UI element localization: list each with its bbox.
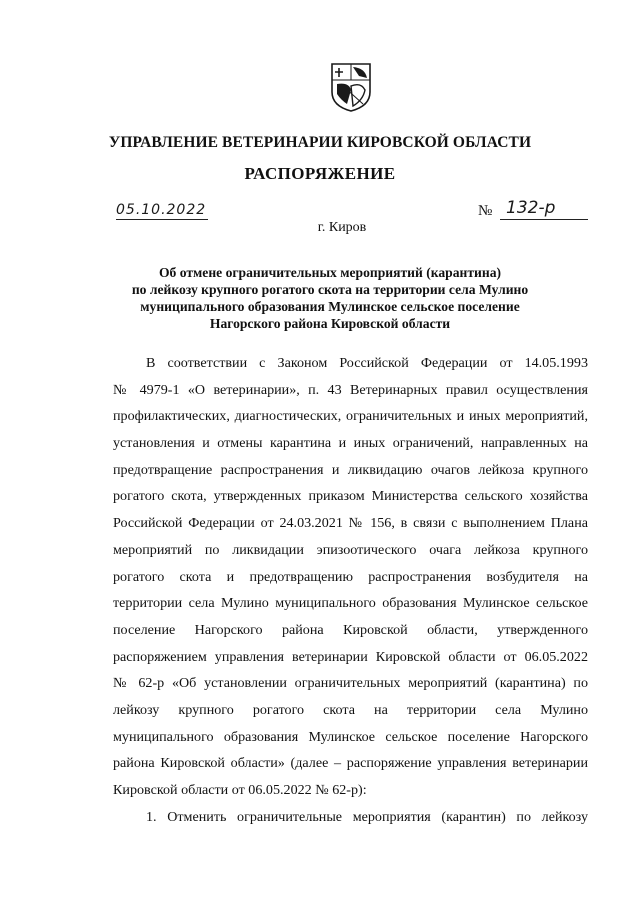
body-line: Кировской области от 06.05.2022 № 62-р): (113, 782, 367, 798)
body-line: В соответствии с Законом Российской Федерации от 14.05.1993 (146, 355, 588, 371)
body-line: предотвращение распространения и ликвидацию очагов лейкоза крупного (113, 461, 588, 478)
title-line: по лейкозу крупного рогатого скота на территории села Мулино (131, 282, 529, 297)
title-line: Об отмене ограничительных мероприятий (карантина) (158, 265, 502, 280)
document-date: 05.10.2022 (116, 202, 207, 218)
document-type: РАСПОРЯЖЕНИЕ (244, 164, 396, 183)
body-line: рогатого скота и предотвращению распространения возбудителя на (113, 568, 588, 585)
document-title (120, 264, 540, 332)
body-line: района Кировской области» (далее – распоряжение управления ветеринарии (113, 755, 588, 772)
title-line: муниципального образования Мулинское сельское поселение (140, 299, 520, 314)
body-line: № 4979-1 «О ветеринарии», п. 43 Ветеринарных правил осуществления (113, 381, 588, 398)
body-line: поселение Нагорского района Кировской области, утвержденного (113, 621, 588, 638)
document-number: 132-р (500, 198, 588, 220)
kirov-coat-of-arms-icon (329, 60, 373, 114)
body-line: лейкозу крупного рогатого скота на территории села Мулино (113, 701, 588, 718)
body-line: профилактических, диагностических, ограничительных и иных мероприятий, (113, 408, 588, 425)
body-line: рогатого скота, утвержденных приказом Министерства сельского хозяйства (113, 488, 588, 505)
body-line: мероприятий по ликвидации эпизоотического очага лейкоза крупного (113, 541, 588, 558)
body-line: муниципального образования Мулинское сельское поселение Нагорского (113, 728, 588, 745)
body-line: № 62-р «Об установлении ограничительных мероприятий (карантина) по (113, 675, 588, 692)
organization-name: УПРАВЛЕНИЕ ВЕТЕРИНАРИИ КИРОВСКОЙ ОБЛАСТИ (108, 134, 532, 151)
document-city: г. Киров (317, 220, 367, 235)
body-line: установления и отмены карантина и иных ограничений, направленных на (113, 435, 588, 452)
body-line: распоряжением управления ветеринарии Кировской области от 06.05.2022 (113, 648, 588, 665)
body-line: территории села Мулино муниципального образования Мулинское сельское (113, 595, 588, 612)
body-line: Российской Федерации от 24.03.2021 № 156, в связи с выполнением Плана (113, 515, 588, 532)
body-line: 1. Отменить ограничительные мероприятия (карантин) по лейкозу (146, 808, 588, 825)
number-sign: № (478, 203, 493, 219)
document-body (113, 350, 588, 830)
title-line: Нагорского района Кировской области (209, 316, 451, 331)
